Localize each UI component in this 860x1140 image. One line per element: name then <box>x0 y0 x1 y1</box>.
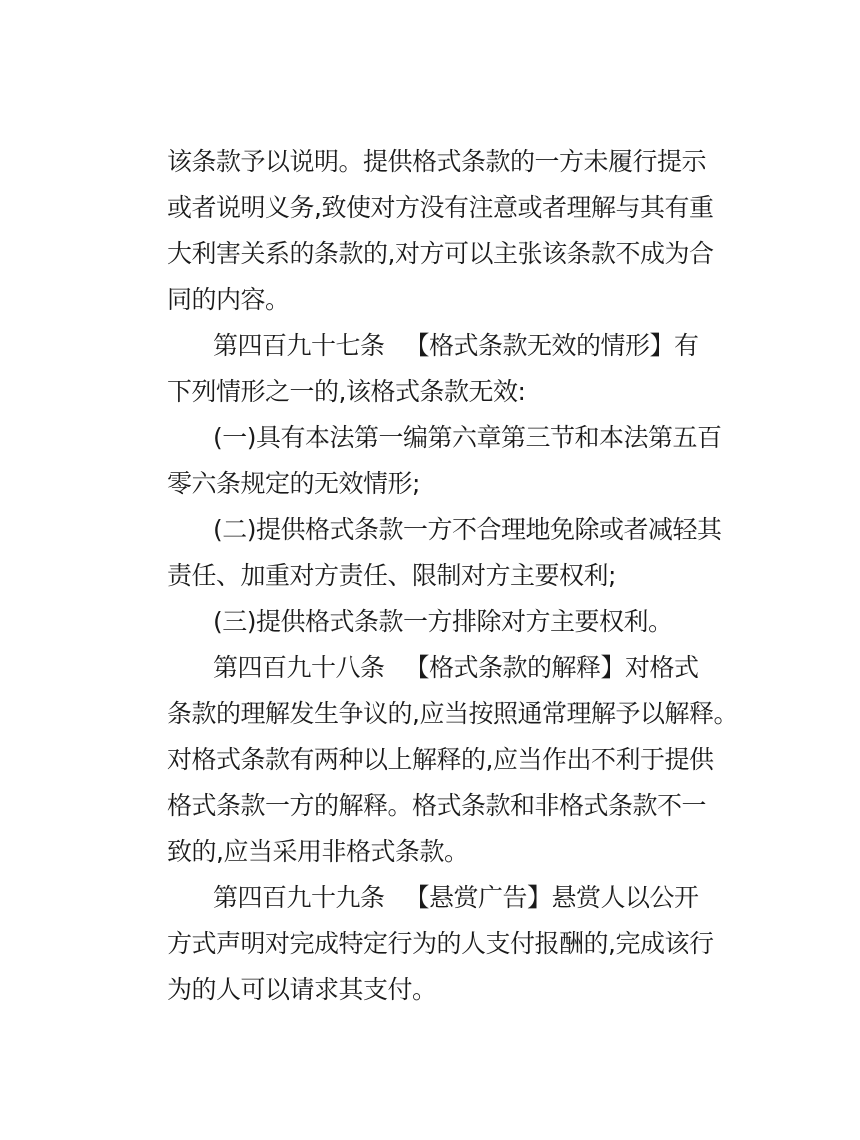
text-line: 下列情形之一的,该格式条款无效: <box>167 377 526 406</box>
document-body <box>167 139 738 1013</box>
text-line: 为的人可以请求其支付。 <box>167 975 437 1004</box>
article-499-title: 【悬赏广告】悬赏人以公开 <box>404 883 699 912</box>
text-line: 方式声明对完成特定行为的人支付报酬的,完成该行 <box>167 929 714 958</box>
article-499-heading-line <box>167 875 707 921</box>
text-line: 或者说明义务,致使对方没有注意或者理解与其有重 <box>167 193 714 222</box>
text-line: 对格式条款有两种以上解释的,应当作出不利于提供 <box>167 745 714 774</box>
article-497-number: 第四百九十七条 <box>213 331 385 360</box>
article-497-heading-line <box>167 323 707 369</box>
article-498-title: 【格式条款的解释】对格式 <box>404 653 699 682</box>
text-line: (一)具有本法第一编第六章第三节和本法第五百 <box>213 423 722 452</box>
text-line: 大利害关系的条款的,对方可以主张该条款不成为合 <box>167 239 714 268</box>
text-line: 零六条规定的无效情形; <box>167 469 420 498</box>
text-line: 责任、加重对方责任、限制对方主要权利; <box>167 561 616 590</box>
text-line: 同的内容。 <box>167 285 290 314</box>
text-line: 格式条款一方的解释。格式条款和非格式条款不一 <box>167 791 707 820</box>
text-line: (二)提供格式条款一方不合理地免除或者减轻其 <box>213 515 722 544</box>
text-line: (三)提供格式条款一方排除对方主要权利。 <box>213 607 673 636</box>
article-498-number: 第四百九十八条 <box>213 653 385 682</box>
text-line: 条款的理解发生争议的,应当按照通常理解予以解释。 <box>167 699 738 728</box>
text-line: 致的,应当采用非格式条款。 <box>167 837 469 866</box>
article-497-title: 【格式条款无效的情形】有 <box>404 331 699 360</box>
article-499-number: 第四百九十九条 <box>213 883 385 912</box>
text-line: 该条款予以说明。提供格式条款的一方未履行提示 <box>167 147 707 176</box>
article-498-heading-line <box>167 645 707 691</box>
